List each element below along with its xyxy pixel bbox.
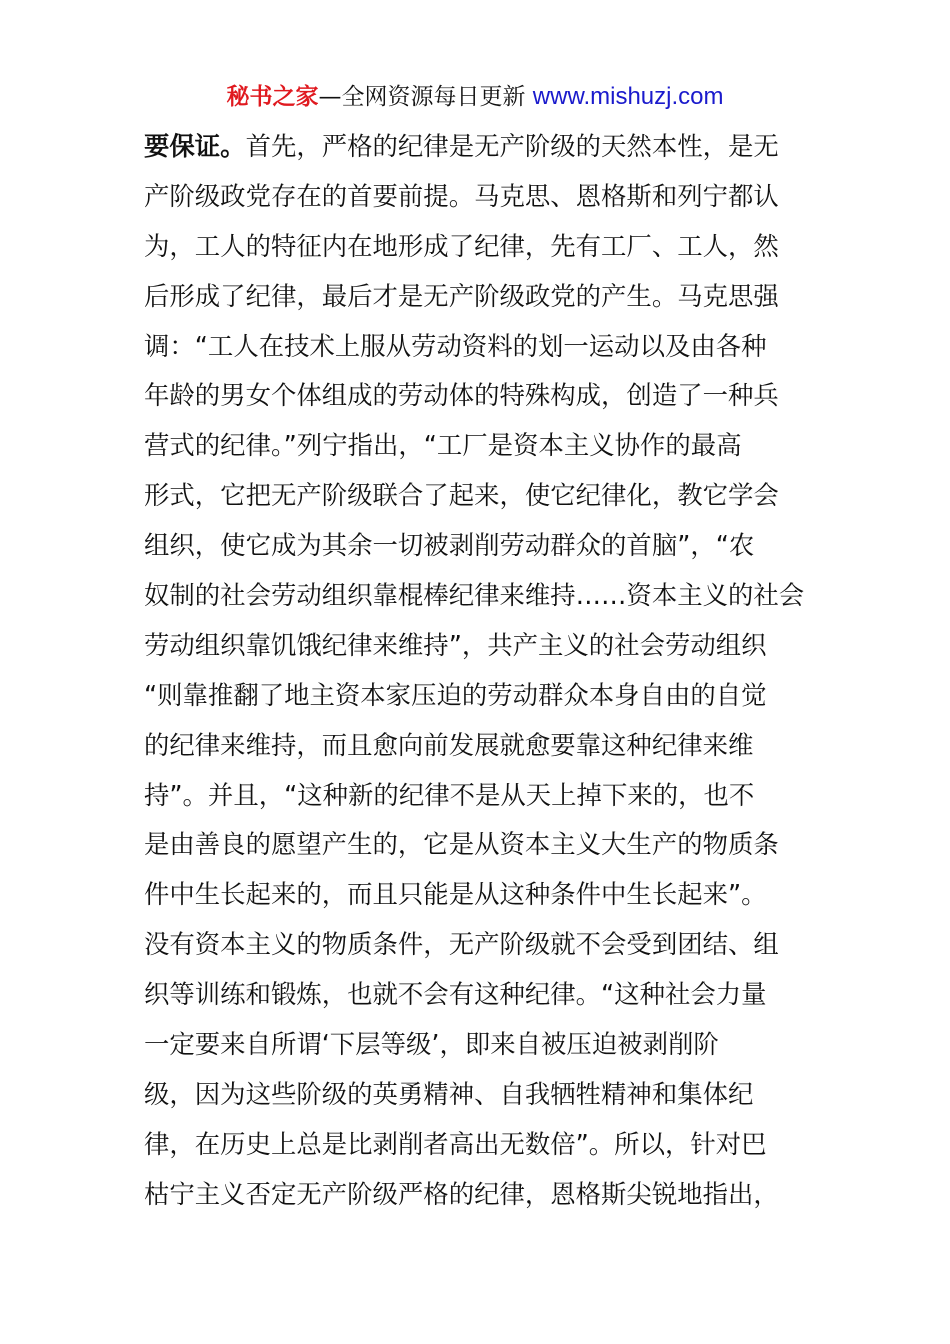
text-line: 后形成了纪律，最后才是无产阶级政党的产生。马克思强	[144, 280, 779, 311]
text-line: 级，因为这些阶级的英勇精神、自我牺牲精神和集体纪	[144, 1078, 754, 1109]
text-line: 形式，它把无产阶级联合了起来，使它纪律化，教它学会	[144, 480, 779, 511]
text-line: 件中生长起来的，而且只能是从这种条件中生长起来”。	[144, 879, 767, 910]
text-line	[144, 122, 808, 172]
text-line: “则靠推翻了地主资本家压迫的劳动群众本身自由的自觉	[144, 679, 767, 710]
text-line: 组织，使它成为其余一切被剥削劳动群众的首脑”，“农	[144, 530, 755, 561]
site-url-link[interactable]: www.mishuzj.com	[532, 83, 724, 110]
text-line: 枯宁主义否定无产阶级严格的纪律，恩格斯尖锐地指出，	[144, 1178, 779, 1209]
site-header	[0, 80, 950, 114]
text-line: 奴制的社会劳动组织靠棍棒纪律来维持……资本主义的社会	[144, 580, 805, 611]
text-line: 年龄的男女个体组成的劳动体的特殊构成，创造了一种兵	[144, 380, 779, 411]
text-line: 营式的纪律。”列宁指出，“工厂是资本主义协作的最高	[144, 430, 742, 461]
header-tagline: —全网资源每日更新	[318, 84, 526, 110]
document-body	[144, 122, 808, 1220]
text-line: 织等训练和锻炼，也就不会有这种纪律。“这种社会力量	[144, 979, 767, 1010]
text-line: 调：“工人在技术上服从劳动资料的划一运动以及由各种	[144, 330, 767, 361]
text-line: 为，工人的特征内在地形成了纪律，先有工厂、工人，然	[144, 230, 779, 261]
line-text: 首先，严格的纪律是无产阶级的天然本性，是无	[245, 131, 779, 161]
text-line: 的纪律来维持，而且愈向前发展就愈要靠这种纪律来维	[144, 729, 754, 760]
text-line: 持”。并且，“这种新的纪律不是从天上掉下来的，也不	[144, 779, 755, 810]
text-line: 律，在历史上总是比剥削者高出无数倍”。所以，针对巴	[144, 1128, 767, 1159]
text-line: 产阶级政党存在的首要前提。马克思、恩格斯和列宁都认	[144, 180, 779, 211]
text-line: 一定要来自所谓‘下层等级’，即来自被压迫被剥削阶	[144, 1029, 719, 1060]
text-line: 劳动组织靠饥饿纪律来维持”，共产主义的社会劳动组织	[144, 629, 767, 660]
brand-name: 秘书之家	[226, 84, 319, 110]
bold-lead-text: 要保证。	[144, 131, 246, 161]
text-line: 没有资本主义的物质条件，无产阶级就不会受到团结、组	[144, 929, 779, 960]
text-line: 是由善良的愿望产生的，它是从资本主义大生产的物质条	[144, 829, 779, 860]
